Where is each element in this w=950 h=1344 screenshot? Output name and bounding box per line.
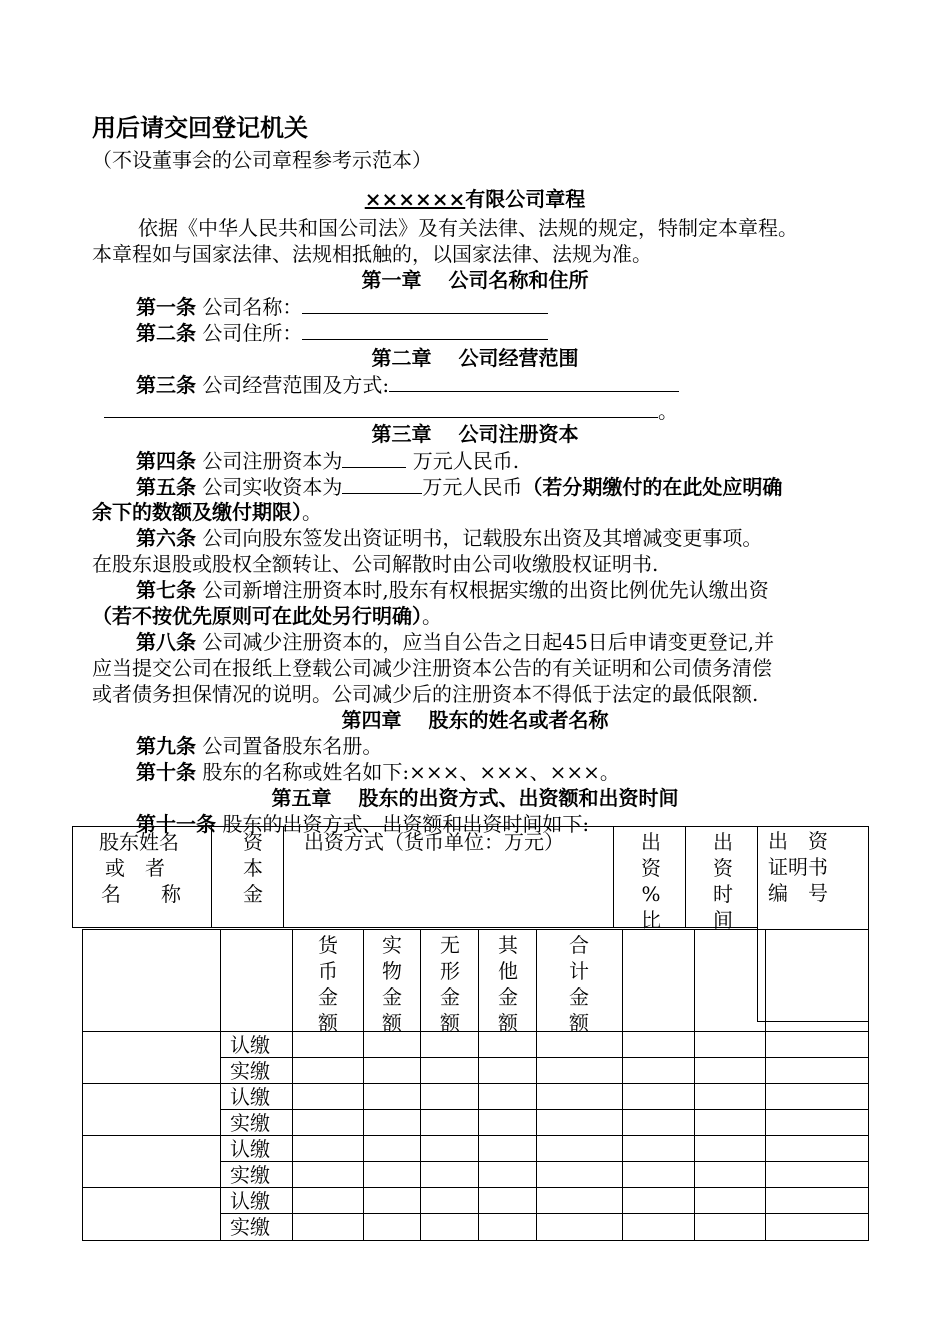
sub-intangible-3: 金 — [440, 985, 460, 1009]
header-cert-line-3: 编 号 — [768, 881, 828, 905]
row-label-paid-3: 实缴 — [230, 1163, 270, 1187]
row-label-subscribed-2: 认缴 — [230, 1085, 270, 1109]
sub-currency-1: 货 — [318, 933, 338, 957]
article-5-note-1: （若分期缴付的在此处应明确 — [522, 475, 783, 499]
article-7-end: 。 — [422, 604, 442, 628]
header-cert-line-2: 证明书 — [768, 855, 828, 879]
company-name-placeholder: ×××××× — [364, 187, 466, 211]
chapter-4-title: 第四章 股东的姓名或者名称 — [341, 708, 609, 732]
header-percent-char-2: 资 — [641, 856, 661, 880]
chapter-5-title: 第五章 股东的出资方式、出资额和出资时间 — [271, 786, 679, 810]
row-label-subscribed-1: 认缴 — [230, 1033, 270, 1057]
table-outer-border — [83, 930, 869, 1241]
sub-physical-1: 实 — [382, 933, 402, 957]
header-time-char-2: 资 — [713, 856, 733, 880]
article-10-text: 股东的名称或姓名如下:×××、×××、×××。 — [202, 760, 620, 784]
header-capital-char-2: 本 — [243, 856, 263, 880]
header-name-line-1: 股东姓名 — [99, 830, 179, 854]
article-4-tail: 万元人民币. — [412, 449, 520, 473]
preamble-line-2: 本章程如与国家法律、法规相抵触的，以国家法律、法规为准。 — [92, 242, 652, 266]
header-capital-char-1: 资 — [243, 830, 263, 854]
article-8-text-1: 公司减少注册资本的，应当自公告之日起45日后申请变更登记,并 — [202, 630, 775, 654]
sub-total-3: 金 — [569, 985, 589, 1009]
row-label-paid-1: 实缴 — [230, 1059, 270, 1083]
chapter-2-title: 第二章 公司经营范围 — [371, 346, 579, 370]
sub-total-4: 额 — [569, 1011, 589, 1035]
header-note: 用后请交回登记机关 — [92, 113, 308, 142]
sub-physical-2: 物 — [382, 959, 402, 983]
article-7-text-1: 公司新增注册资本时,股东有权根据实缴的出资比例优先认缴出资 — [202, 578, 769, 602]
header-time-char-3: 时 — [713, 882, 733, 906]
article-11-text: 股东的出资方式、出资额和出资时间如下: — [222, 812, 590, 836]
article-6-text-1: 公司向股东签发出资证明书，记载股东出资及其增减变更事项。 — [202, 526, 763, 550]
sub-other-4: 额 — [498, 1011, 518, 1035]
header-time-char-4: 间 — [713, 908, 733, 932]
header-capital-char-3: 金 — [243, 882, 263, 906]
header-cert-line-1: 出 资 — [768, 829, 828, 853]
row-label-subscribed-3: 认缴 — [230, 1137, 270, 1161]
chapter-1-title: 第一章 公司名称和住所 — [361, 268, 589, 292]
article-5-note-2: 余下的数额及缴付期限） — [92, 500, 302, 524]
article-11-number: 第十一条 — [136, 812, 216, 836]
article-1-text: 公司名称： — [202, 295, 303, 319]
article-4-text: 公司注册资本为 — [202, 449, 343, 473]
sub-total-2: 计 — [569, 959, 589, 983]
sub-total-1: 合 — [569, 933, 589, 957]
article-9-number: 第九条 — [136, 734, 196, 758]
sub-physical-4: 额 — [382, 1011, 402, 1035]
sub-intangible-4: 额 — [440, 1011, 460, 1035]
article-3-number: 第三条 — [136, 373, 196, 397]
row-label-paid-4: 实缴 — [230, 1215, 270, 1239]
article-8-number: 第八条 — [136, 630, 196, 654]
preamble-line-1: 依据《中华人民共和国公司法》及有关法律、法规的规定，特制定本章程。 — [138, 216, 798, 240]
article-5-tail: 万元人民币 — [422, 475, 523, 499]
chapter-3-title: 第三章 公司注册资本 — [371, 422, 579, 446]
header-percent-char-4: 比 — [641, 908, 661, 932]
header-percent-char-1: 出 — [641, 830, 661, 854]
article-5-number: 第五条 — [136, 475, 196, 499]
sub-other-1: 其 — [498, 933, 518, 957]
row-label-subscribed-4: 认缴 — [230, 1189, 270, 1213]
article-3-text: 公司经营范围及方式: — [202, 373, 390, 397]
article-10-number: 第十条 — [136, 760, 196, 784]
article-6-number: 第六条 — [136, 526, 196, 550]
row-label-paid-2: 实缴 — [230, 1111, 270, 1135]
sub-intangible-2: 形 — [440, 959, 460, 983]
subtitle: （不设董事会的公司章程参考示范本） — [92, 148, 432, 172]
header-method-label: 出资方式（货币单位：万元） — [304, 830, 564, 854]
sub-currency-2: 币 — [318, 959, 338, 983]
article-8-text-2: 应当提交公司在报纸上登载公司减少注册资本公告的有关证明和公司债务清偿 — [92, 656, 772, 680]
header-name-line-3: 名 称 — [101, 882, 181, 906]
article-2-number: 第二条 — [136, 321, 196, 345]
sub-currency-4: 额 — [318, 1011, 338, 1035]
article-5-text: 公司实收资本为 — [202, 475, 343, 499]
article-9-text: 公司置备股东名册。 — [202, 734, 383, 758]
sub-currency-3: 金 — [318, 985, 338, 1009]
article-4-number: 第四条 — [136, 449, 196, 473]
header-percent-char-3: % — [641, 882, 661, 906]
article-7-number: 第七条 — [136, 578, 196, 602]
sub-other-3: 金 — [498, 985, 518, 1009]
article-2-text: 公司住所： — [202, 321, 303, 345]
sub-physical-3: 金 — [382, 985, 402, 1009]
article-8-text-3: 或者债务担保情况的说明。公司减少后的注册资本不得低于法定的最低限额. — [92, 682, 759, 706]
article-3-end: 。 — [658, 399, 678, 423]
article-1-number: 第一条 — [136, 295, 196, 319]
header-name-line-2: 或 者 — [105, 856, 165, 880]
article-7-note: （若不按优先原则可在此处另行明确） — [92, 604, 422, 628]
doc-title-suffix: 有限公司章程 — [465, 187, 586, 211]
article-5-end: 。 — [302, 500, 322, 524]
article-6-text-2: 在股东退股或股权全额转让、公司解散时由公司收缴股权证明书. — [92, 552, 659, 576]
header-time-char-1: 出 — [713, 830, 733, 854]
sub-other-2: 他 — [498, 959, 518, 983]
sub-intangible-1: 无 — [440, 933, 460, 957]
